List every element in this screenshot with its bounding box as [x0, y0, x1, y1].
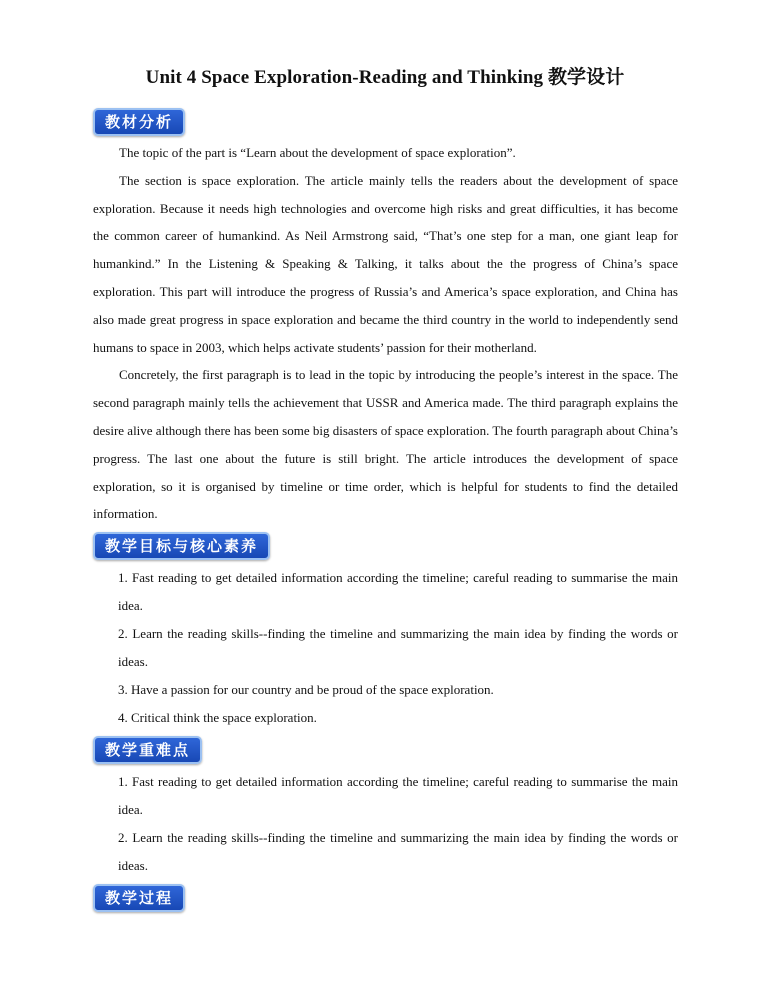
analysis-paragraph: Concretely, the first paragraph is to lead in the topic by introducing the people’s interest in the space. The second paragraph mainly tells the achievement that USSR and America made. The third paragraph explains the desire alive although there has been some big disasters of space exploration. The fourth paragraph about China’s progress. The last one about the future is still bright. The article introduces the development of space exploration, so it is organised by timeline or time order, which is helpful for students to find the detailed information.	[93, 367, 678, 522]
section-badge-objectives: 教学目标与核心素养	[93, 532, 270, 560]
list-item: 1. Fast reading to get detailed information according the timeline; careful reading to summarise the main idea.	[118, 570, 678, 613]
section-badge-analysis: 教材分析	[93, 108, 185, 136]
objectives-list	[118, 564, 678, 732]
section-badge-key-points: 教学重难点	[93, 736, 202, 764]
list-item: 2. Learn the reading skills--finding the timeline and summarizing the main idea by finding the words or ideas.	[118, 626, 678, 669]
list-item: 2. Learn the reading skills--finding the timeline and summarizing the main idea by finding the words or ideas.	[118, 830, 678, 873]
analysis-text	[93, 139, 678, 528]
list-item: 3. Have a passion for our country and be proud of the space exploration.	[118, 682, 494, 697]
section-badge-process: 教学过程	[93, 884, 185, 912]
key-points-list	[118, 768, 678, 880]
list-item: 1. Fast reading to get detailed information according the timeline; careful reading to summarise the main idea.	[118, 774, 678, 817]
document-title: Unit 4 Space Exploration-Reading and Thinking 教学设计	[145, 67, 625, 88]
list-item: 4. Critical think the space exploration.	[118, 710, 317, 725]
analysis-paragraph: The topic of the part is “Learn about the development of space exploration”.	[119, 145, 516, 160]
analysis-paragraph: The section is space exploration. The article mainly tells the readers about the development of space exploration. Because it needs high technologies and overcome high risks and great difficulties, it has become the common career of humankind. As Neil Armstrong said, “That’s one step for a man, one giant leap for humankind.” In the Listening & Speaking & Talking, it talks about the the progress of China’s space exploration. This part will introduce the progress of Russia’s and America’s space exploration, and China has also made great progress in space exploration and became the third country in the world to independently send humans to space in 2003, which helps activate students’ passion for their motherland.	[93, 172, 678, 355]
